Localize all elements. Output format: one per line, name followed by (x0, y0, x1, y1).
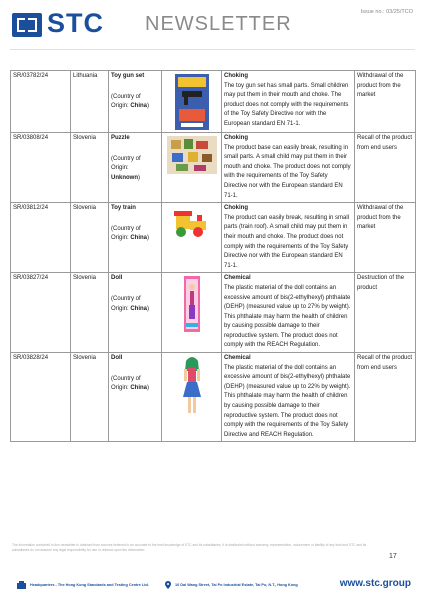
puzzle-photo-icon (166, 135, 218, 175)
page-footer (10, 578, 415, 592)
building-icon (17, 581, 26, 589)
origin-text: (Country of Origin: China) (111, 295, 150, 312)
product-name: Doll (111, 275, 123, 282)
product-cell (109, 71, 162, 133)
risk-description: The plastic material of the doll contains an excessive amount of bis(2-ethylhexyl) phthalate (DEHP) (measured value up to 22% by weight). This phthalate may harm the health of children by causing possible damage to their reproductive system. The product does not comply with the requirements of the Toy Safety Directive and REACH Regulation. (224, 364, 351, 438)
risk-cell (222, 203, 355, 273)
measure-cell: Withdrawal of the product from the market (355, 71, 416, 133)
product-cell (109, 203, 162, 273)
origin-text: (Country of Origin: Unknown) (111, 155, 141, 181)
origin-text: (Country of Origin: China) (111, 375, 150, 392)
toy-train-photo-icon (172, 205, 212, 241)
table-row (11, 353, 416, 442)
product-name: Toy gun set (111, 73, 145, 79)
image-cell (162, 133, 222, 203)
country-cell: Slovenia (71, 273, 109, 353)
product-cell (109, 133, 162, 203)
risk-cell (222, 353, 355, 442)
measure-cell: Withdrawal of the product from the market (355, 203, 416, 273)
product-cell (109, 353, 162, 442)
risk-cell (222, 133, 355, 203)
risk-description: The product can easily break, resulting in small parts (train roof). A small child may put them in their mouth and choke. The product does not comply with the requirements of the Toy Safety Directive nor with the European standard EN 71-1. (224, 214, 350, 269)
risk-description: The toy gun set has small parts. Small children may put them in their mouth and choke. The product does not comply with the requirements of the Toy Safety Directive nor with the European standard EN 71-1. (224, 82, 349, 127)
website-link[interactable]: www.stc.group (339, 578, 411, 589)
risk-type: Choking (224, 73, 248, 79)
disclaimer-text: The information contained in this newsletter is obtained from sources believed to be accurate to the best knowledge of STC and its subsidiaries. It is distributed without warranty, representation, inducement or liability of any kind and STC and its subsidiaries do not assume any legal responsibility for use or reliance upon the information. (12, 543, 367, 552)
product-cell (109, 273, 162, 353)
product-name: Puzzle (111, 135, 130, 141)
image-cell (162, 203, 222, 273)
origin-text: (Country of Origin: China) (111, 93, 150, 110)
doll-boxed-photo-icon (183, 275, 201, 333)
measure-cell: Recall of the product from end users (355, 353, 416, 442)
country-cell: Slovenia (71, 203, 109, 273)
newsletter-title: NEWSLETTER (145, 13, 292, 35)
measure-cell: Destruction of the product (355, 273, 416, 353)
ref-cell: SR/03827/24 (11, 273, 71, 353)
ref-cell: SR/03782/24 (11, 71, 71, 133)
location-pin-icon (165, 581, 171, 589)
measure-cell: Recall of the product from end users (355, 133, 416, 203)
risk-cell (222, 71, 355, 133)
risk-type: Chemical (224, 275, 251, 282)
issue-number: Issue no.: 03/25/TCO (360, 9, 413, 15)
header-divider (10, 49, 415, 50)
table-row (11, 133, 416, 203)
image-cell (162, 273, 222, 353)
country-cell: Slovenia (71, 353, 109, 442)
origin-text: (Country of Origin: China) (111, 225, 150, 242)
ref-cell: SR/03812/24 (11, 203, 71, 273)
country-cell: Lithuania (71, 71, 109, 133)
page-header (0, 0, 425, 58)
risk-type: Choking (224, 135, 248, 141)
address-text: 10 Dai Wang Street, Tai Po Industrial Estate, Tai Po, N.T., Hong Kong (175, 583, 298, 587)
table-row (11, 71, 416, 133)
image-cell (162, 353, 222, 442)
risk-type: Choking (224, 205, 248, 212)
table-row (11, 273, 416, 353)
risk-description: The plastic material of the doll contains an excessive amount of bis(2-ethylhexyl) phthalate (DEHP) (measured value up to 27% by weight). This phthalate may harm the health of children by causing possible damage to their reproductive system. The product does not comply with the REACH Regulation. (224, 284, 351, 349)
product-name: Doll (111, 355, 123, 362)
risk-type: Chemical (224, 355, 251, 362)
product-name: Toy train (111, 205, 136, 212)
ref-cell: SR/03808/24 (11, 133, 71, 203)
image-cell (162, 71, 222, 133)
headquarters-text: Headquarters - The Hong Kong Standards and Testing Centre Ltd. (30, 583, 149, 587)
country-cell: Slovenia (71, 133, 109, 203)
ref-cell: SR/03828/24 (11, 353, 71, 442)
risk-cell (222, 273, 355, 353)
doll-photo-icon (177, 355, 207, 417)
toy-gun-set-photo-icon (174, 73, 210, 131)
recall-table (10, 70, 416, 442)
page-number: 17 (389, 553, 397, 560)
table-row (11, 203, 416, 273)
brand-name: STC (47, 8, 104, 38)
risk-description: The product base can easily break, resulting in small parts. A small child may put them in their mouth and choke. The product does not comply with the requirements of the Toy Safety Directive nor with the European standard EN 71-1. (224, 144, 351, 199)
stc-logo-icon (12, 13, 42, 37)
